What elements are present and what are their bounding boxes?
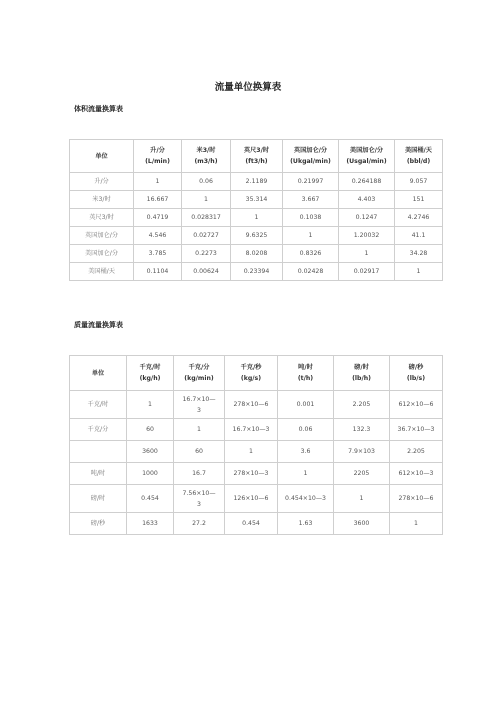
table-cell: 9.057 bbox=[395, 173, 443, 191]
header-cell: 吨/时 (t/h) bbox=[278, 356, 334, 391]
mass-section-title: 质量流量换算表 bbox=[74, 321, 123, 329]
table-cell: 126×10—6 bbox=[225, 485, 278, 513]
header-cell: 美国桶/天 (bbl/d) bbox=[395, 140, 443, 173]
table-row bbox=[70, 419, 443, 441]
table-cell: 1.20032 bbox=[339, 227, 395, 245]
table-cell: 0.264188 bbox=[339, 173, 395, 191]
table-cell: 8.0208 bbox=[231, 245, 283, 263]
table-cell: 1 bbox=[127, 391, 174, 419]
table-cell: 151 bbox=[395, 191, 443, 209]
table-cell: 60 bbox=[174, 441, 225, 463]
table-row bbox=[70, 441, 443, 463]
table-cell: 0.454×10—3 bbox=[278, 485, 334, 513]
table-header-row bbox=[70, 356, 443, 391]
table-cell: 278×10—6 bbox=[225, 391, 278, 419]
table-cell: 36.7×10—3 bbox=[390, 419, 443, 441]
page-title: 流量单位换算表 bbox=[214, 82, 282, 93]
table-cell: 1 bbox=[278, 463, 334, 485]
table-cell: 0.454 bbox=[225, 513, 278, 535]
table-cell: 60 bbox=[127, 419, 174, 441]
table-cell: 0.1247 bbox=[339, 209, 395, 227]
table-cell: 132.3 bbox=[334, 419, 390, 441]
table-cell: 0.02727 bbox=[182, 227, 231, 245]
table-cell: 16.7×10—3 bbox=[225, 419, 278, 441]
header-cell: 磅/秒 (lb/s) bbox=[390, 356, 443, 391]
table-cell: 3600 bbox=[127, 441, 174, 463]
table-row bbox=[70, 263, 443, 281]
table-cell: 1.63 bbox=[278, 513, 334, 535]
table-cell: 0.02917 bbox=[339, 263, 395, 281]
row-unit-cell: 美国桶/天 bbox=[70, 263, 134, 281]
row-unit-cell bbox=[70, 441, 127, 463]
row-unit-cell: 美国加仑/分 bbox=[70, 245, 134, 263]
table-row bbox=[70, 191, 443, 209]
row-unit-cell: 升/分 bbox=[70, 173, 134, 191]
table-cell: 1 bbox=[225, 441, 278, 463]
table-cell: 0.1104 bbox=[134, 263, 182, 281]
header-cell: 千克/秒 (kg/s) bbox=[225, 356, 278, 391]
table-cell: 0.06 bbox=[278, 419, 334, 441]
table-cell: 1 bbox=[182, 191, 231, 209]
table-cell: 1633 bbox=[127, 513, 174, 535]
table-cell: 3.6 bbox=[278, 441, 334, 463]
table-cell: 2205 bbox=[334, 463, 390, 485]
header-cell: 磅/时 (lb/h) bbox=[334, 356, 390, 391]
table-cell: 2.1189 bbox=[231, 173, 283, 191]
table-cell: 16.7 bbox=[174, 463, 225, 485]
table-cell: 4.546 bbox=[134, 227, 182, 245]
table-cell: 27.2 bbox=[174, 513, 225, 535]
table-row bbox=[70, 173, 443, 191]
table-cell: 0.454 bbox=[127, 485, 174, 513]
row-unit-cell: 吨/时 bbox=[70, 463, 127, 485]
header-cell: 千克/分 (kg/min) bbox=[174, 356, 225, 391]
header-cell: 英国加仑/分 (Ukgal/min) bbox=[283, 140, 339, 173]
table-cell: 41.1 bbox=[395, 227, 443, 245]
table-cell: 1 bbox=[283, 227, 339, 245]
table-cell: 278×10—3 bbox=[225, 463, 278, 485]
table-cell: 1 bbox=[231, 209, 283, 227]
table-cell: 9.6325 bbox=[231, 227, 283, 245]
table-row bbox=[70, 391, 443, 419]
header-cell: 英尺3/时 (ft3/h) bbox=[231, 140, 283, 173]
table-cell: 0.4719 bbox=[134, 209, 182, 227]
header-cell: 升/分 (L/min) bbox=[134, 140, 182, 173]
table-row bbox=[70, 227, 443, 245]
table-cell: 0.8326 bbox=[283, 245, 339, 263]
row-unit-cell: 千克/时 bbox=[70, 391, 127, 419]
table-cell: 0.001 bbox=[278, 391, 334, 419]
table-cell: 0.06 bbox=[182, 173, 231, 191]
table-cell: 4.2746 bbox=[395, 209, 443, 227]
header-cell: 米3/时 (m3/h) bbox=[182, 140, 231, 173]
table-cell: 278×10—6 bbox=[390, 485, 443, 513]
table-cell: 7.56×10— 3 bbox=[174, 485, 225, 513]
row-unit-cell: 磅/秒 bbox=[70, 513, 127, 535]
table-row bbox=[70, 463, 443, 485]
table-row bbox=[70, 485, 443, 513]
volume-flow-table bbox=[69, 139, 443, 281]
table-cell: 1 bbox=[390, 513, 443, 535]
table-header-row bbox=[70, 140, 443, 173]
table-cell: 1 bbox=[395, 263, 443, 281]
table-cell: 0.00624 bbox=[182, 263, 231, 281]
table-cell: 612×10—3 bbox=[390, 463, 443, 485]
table-cell: 34.28 bbox=[395, 245, 443, 263]
table-cell: 3.667 bbox=[283, 191, 339, 209]
table-cell: 0.23394 bbox=[231, 263, 283, 281]
row-unit-cell: 英国加仑/分 bbox=[70, 227, 134, 245]
row-unit-cell: 磅/时 bbox=[70, 485, 127, 513]
row-unit-cell: 千克/分 bbox=[70, 419, 127, 441]
table-row bbox=[70, 513, 443, 535]
table-row bbox=[70, 209, 443, 227]
table-cell: 0.02428 bbox=[283, 263, 339, 281]
table-cell: 612×10—6 bbox=[390, 391, 443, 419]
header-cell: 单位 bbox=[70, 140, 134, 173]
table-cell: 2.205 bbox=[334, 391, 390, 419]
table-row bbox=[70, 245, 443, 263]
volume-section-title: 体积流量换算表 bbox=[74, 105, 123, 113]
table-cell: 7.9×103 bbox=[334, 441, 390, 463]
table-cell: 1000 bbox=[127, 463, 174, 485]
table-cell: 16.667 bbox=[134, 191, 182, 209]
header-cell: 美国加仑/分 (Usgal/min) bbox=[339, 140, 395, 173]
table-cell: 0.21997 bbox=[283, 173, 339, 191]
table-cell: 35.314 bbox=[231, 191, 283, 209]
mass-flow-table bbox=[69, 355, 443, 535]
table-cell: 0.1038 bbox=[283, 209, 339, 227]
row-unit-cell: 米3/时 bbox=[70, 191, 134, 209]
table-cell: 1 bbox=[339, 245, 395, 263]
header-cell: 单位 bbox=[70, 356, 127, 391]
header-cell: 千克/时 (kg/h) bbox=[127, 356, 174, 391]
row-unit-cell: 英尺3/时 bbox=[70, 209, 134, 227]
table-cell: 2.205 bbox=[390, 441, 443, 463]
table-cell: 16.7×10— 3 bbox=[174, 391, 225, 419]
table-cell: 1 bbox=[174, 419, 225, 441]
table-cell: 0.028317 bbox=[182, 209, 231, 227]
table-cell: 1 bbox=[134, 173, 182, 191]
table-cell: 3600 bbox=[334, 513, 390, 535]
table-cell: 3.785 bbox=[134, 245, 182, 263]
table-cell: 0.2273 bbox=[182, 245, 231, 263]
table-cell: 4.403 bbox=[339, 191, 395, 209]
table-cell: 1 bbox=[334, 485, 390, 513]
